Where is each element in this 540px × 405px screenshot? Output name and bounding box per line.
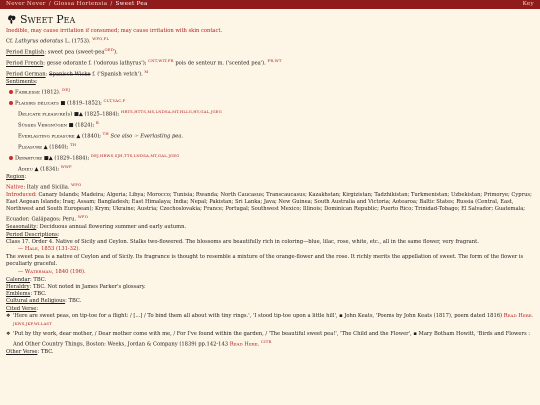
title-text: Sweet Pea [20, 13, 76, 26]
sentiment-text: ▲ (1840); [76, 133, 101, 140]
native-text: : Italy and Sicilia. [23, 184, 70, 191]
english-line [6, 46, 534, 57]
sentiments-label: Sentiments [6, 78, 36, 85]
cited-heading: Cited Verse: [6, 305, 39, 312]
german-refs[interactable]: M [144, 69, 149, 75]
french-ref2[interactable]: FR,WT [267, 58, 282, 64]
cf-line [6, 35, 534, 46]
description-1 [6, 239, 534, 246]
english-text: : sweet pea (sweet-pea [44, 49, 105, 56]
french-line [6, 57, 534, 68]
top-nav [0, 0, 540, 9]
sentiment-name: Adieu [18, 166, 33, 173]
sentiments-list [6, 86, 534, 174]
sentiment-refs[interactable]: DEJ,HRWS,SJH,TTS,LNDSA,MT,GAL,JGEG [90, 152, 180, 158]
french-ref1[interactable]: CNT,WIT,FR [148, 58, 174, 64]
region-label: Region [6, 173, 25, 180]
sentiment-name: Plaisirs délicats [15, 100, 59, 107]
verse-1-link[interactable]: Read Here. [503, 312, 534, 319]
calendar-text: : TBC. [30, 276, 47, 283]
english-tail: ). [113, 49, 118, 56]
breadcrumb-never-never[interactable]: Never Never [6, 0, 46, 7]
calendar-label: Calendar [6, 276, 31, 283]
english-label: Period English [6, 49, 45, 56]
sentiment-name: Delicate pleasure(s) [18, 111, 73, 118]
french-text: : gesse odorante f. ('odorous lathyrus'); [43, 60, 147, 67]
english-refs[interactable]: OED [104, 47, 114, 53]
native-label: Native [6, 184, 24, 191]
sentiment-refs[interactable]: DEJ [62, 87, 71, 93]
sentiment-item [6, 108, 534, 119]
sweet-pea-flower-icon [6, 14, 17, 25]
page-content [0, 9, 540, 356]
german-label: Period German [6, 71, 46, 78]
other-verse-line [6, 349, 534, 356]
sentiment-refs[interactable]: B [95, 119, 99, 125]
native-refs[interactable]: WFO [71, 181, 82, 187]
sentiment-item [6, 119, 534, 130]
heraldry-text: : TBC. Not noted in James Parker's glossary. [29, 283, 146, 290]
sentiment-bullet-icon [9, 90, 13, 94]
description-2-cite[interactable]: — Waterman, 1840 (196). [18, 268, 86, 275]
verse-1-text: 'Here are sweet peas, on tip-toe for a flight: / [...] / To bind them all about with tiny rings.', 'I stood tip-toe upon a little hill', ▪ John Keats, 'Poems by John Keats (1817), poem dated 1816) [13, 312, 503, 319]
sentiment-name: Süsses Vergnügen [18, 122, 68, 129]
heraldry-label: Heraldry [6, 283, 30, 290]
sentiment-refs[interactable]: HRTS,HTTS,MS,LNDSA,MT,HLLG,HY,GAL,JGEG [120, 109, 222, 115]
german-line: Period German: Spanisch Wicke f. ('Spanish vetch'). $^M$ [6, 69, 149, 78]
sentiment-item [6, 97, 534, 108]
verse-1-refs[interactable]: JKWS,JKP,WLLAST [13, 320, 52, 326]
emblems-line [6, 291, 534, 298]
cf-rest: L. (1753). [64, 38, 91, 45]
cf-name: Lathyrus odoratus [15, 38, 64, 45]
sentiment-item [6, 130, 534, 141]
sentiment-name: Faiblesse [15, 89, 40, 96]
sentiment-refs[interactable]: WWP [60, 163, 72, 169]
heraldry-line [6, 284, 534, 291]
sentiment-name: Pleasure [18, 144, 42, 151]
introduced-line [6, 192, 534, 225]
sentiment-text: ■▲ (1829–1884); [43, 155, 90, 162]
description-2-text: The sweet pea is a native of Ceylon and of Sicily. Its fragrance is thought to resemble a mixture of the orange-flower and the rose. It richly merits the appellation of sweet. The form of the flower is peculiarly graceful. [6, 254, 524, 268]
sentiment-extra: Sce also ☞ Everlasting pea. [110, 133, 184, 140]
native-line [6, 181, 534, 192]
verse-2 [6, 331, 534, 349]
breadcrumb-separator: / [110, 0, 113, 7]
breadcrumb-glossa-hortensia[interactable]: Glossa Hortensia [53, 0, 108, 7]
cf-refs[interactable]: WFO,PL [92, 36, 110, 42]
description-1-text: Class 17. Order 4. Native of Sicily and Ceylon. Stalks two-flowered. The blossoms are beautifully rich in coloring—blue, lilac, rose, white, etc., all in the same flower, very fragrant. [6, 238, 479, 245]
german-text: f. ('Spanish vetch'). [92, 71, 143, 78]
introduced-refs[interactable]: WFO [77, 214, 89, 220]
sentiment-refs[interactable]: TH [69, 141, 77, 147]
sentiment-refs[interactable]: TH [102, 130, 109, 136]
sentiment-text: ▲ (1834); [34, 166, 60, 173]
calendar-line [6, 277, 534, 284]
descriptions-heading: Period Descriptions: [6, 231, 60, 238]
verse-1 [6, 313, 534, 331]
sentiment-item [6, 141, 534, 152]
cultural-text: : TBC. [65, 298, 82, 305]
sentiment-text: (1812). [41, 89, 61, 96]
other-verse-text: : TBC. [37, 349, 54, 356]
cultural-label: Cultural and Religious [6, 298, 66, 305]
sentiments-heading: Sentiments: [6, 78, 38, 85]
sentiment-name: Departure [15, 155, 43, 162]
sentiment-item [6, 86, 534, 97]
other-verse-label: Other Verse [6, 349, 38, 356]
key-link[interactable]: Key [522, 0, 534, 7]
french-label: Period French [6, 60, 44, 67]
seasonality-text: : Deciduous annual flowering summer and early autumn. [36, 224, 187, 231]
seasonality-line [6, 224, 534, 231]
description-2 [6, 254, 534, 268]
cf-prefix: Cf. [6, 38, 14, 45]
sentiment-item [6, 152, 534, 163]
sentiment-text: ■▲ (1825–1884); [73, 111, 120, 118]
region-heading: Region: [6, 173, 27, 180]
diamond-bullet-icon: ❖ [6, 330, 11, 337]
sentiment-name: Everlasting pleasure [18, 133, 75, 140]
description-1-cite[interactable]: — Hale, 1853 (131-32). [18, 245, 80, 252]
sentiment-text: ▲ (1840); [43, 144, 69, 151]
breadcrumb-separator: / [48, 0, 51, 7]
sentiment-bullet-icon [9, 156, 13, 160]
descriptions-label: Period Descriptions [6, 231, 58, 238]
page-title [6, 13, 534, 26]
emblems-label: Emblems [6, 291, 31, 298]
sentiment-bullet-icon [9, 101, 13, 105]
french-mid: pois de senteur m. ('scented pea'). [175, 60, 266, 67]
sentiment-item [6, 163, 534, 174]
verse-2-refs[interactable]: CITR [261, 339, 272, 345]
sentiment-text: ■ (1819–1852); [60, 100, 102, 107]
cultural-line [6, 298, 534, 305]
sentiment-refs[interactable]: CLT,VAC,F [103, 98, 126, 104]
introduced-text: : Canary Islands; Madeira; Algeria; Libya; Morocco; Tunisia; Rwanda; North Caucasus; Transcaucasus; Kazakhstan; Kirgizistan; Tadzhikistan; Turkmenistan; Uzbekistan; Primorye; Cyprus; East Aegean Islands; Iraq; Assam; Bangladesh; East Himalaya; India; Nepal; Pakistan; Sri Lanka; Java; New Guinea; South Australia and Victoria; Aotearoa; Baltic States; Russia (Central, East, Northwest and South European); Krym; Ukraine; Austria; Czechoslovakia; France; Portugal; Southwest Mexico; Illinois; Dominican Republic; Puerto Rico; Trinidad-Tobago; El Salvador; Guatemala; Ecuador; Galápagos; Peru. [6, 191, 532, 224]
cited-label: Cited Verse [6, 305, 37, 312]
diamond-bullet-icon: ❖ [6, 312, 11, 319]
introduced-label: Introduced [6, 191, 36, 198]
emblems-text: : TBC. [30, 291, 47, 298]
warning-text: Inedible, may cause irritation if consumed; may cause irritation with skin contact. [6, 28, 223, 34]
seasonality-label: Seasonality [6, 224, 37, 231]
german-strike: Spanisch Wicke [49, 71, 91, 78]
verse-2-text: 'Put by thy work, dear mother, / Dear mother come with me, / For I've found within the garden, / 'The beautiful sweet pea!', 'The Child and the Flower', ▪ Mary Botham Howitt, 'Birds and Flowers : And Other Country Things, Boston: Weeks, Jordan & Company (1839) pp.142-143 [13, 330, 531, 348]
verse-2-link[interactable]: Read Here. [229, 341, 260, 348]
breadcrumb-current: Sweet Pea [115, 0, 148, 7]
sentiment-text: ■ (1824); [68, 122, 95, 129]
